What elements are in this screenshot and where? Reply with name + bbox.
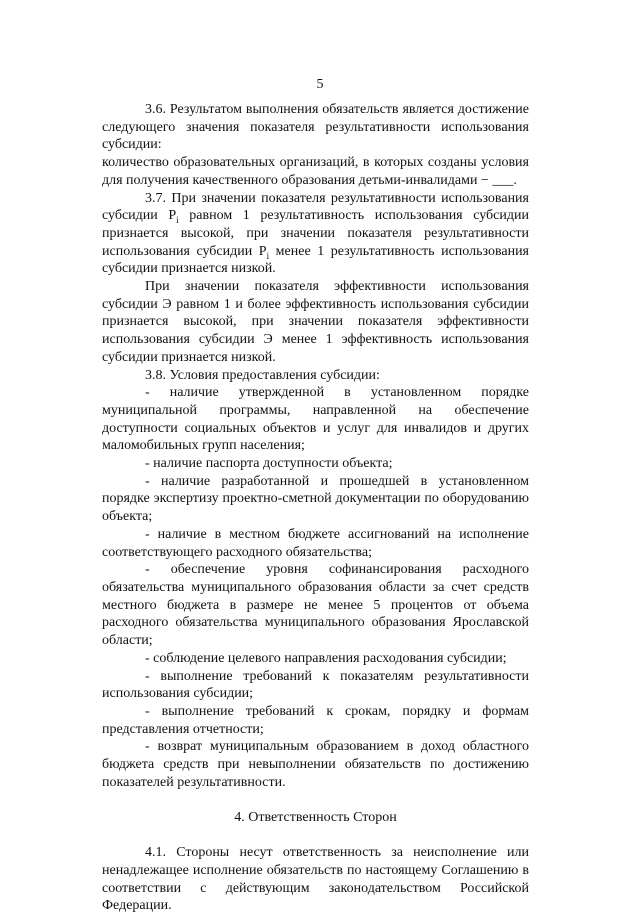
section-4-heading: 4. Ответственность Сторон xyxy=(234,809,397,825)
paragraph-3-6-indicator: количество образовательных организаций, в которых созданы условия для получения качественного образования детьми-инвалидами − ___. xyxy=(102,155,529,188)
condition-program: - наличие утвержденной в установленном порядке муниципальной программы, направленной на обеспечение доступности социальных объектов и услуг для инвалидов и других маломобильных групп населения; xyxy=(102,385,529,454)
condition-refund: - возврат муниципальным образованием в доход областного бюджета средств при невыполнении обязательств по достижению показателей результативности. xyxy=(102,739,529,790)
p37-end: менее 1 результативность использования субсидии признается низкой. xyxy=(102,243,530,277)
paragraph-3-6: 3.6. Результатом выполнения обязательств является достижение следующего значения показателя результативности использования субсидии: xyxy=(102,102,529,153)
condition-target-use: - соблюдение целевого направления расходования субсидии; xyxy=(145,650,507,666)
condition-budget: - наличие в местном бюджете ассигнований на исполнение соответствующего расходного обязательства; xyxy=(102,526,529,560)
paragraph-3-7 xyxy=(102,190,529,279)
condition-documentation: - наличие разработанной и прошедшей в установленном порядке экспертизу проектно-сметной документации по оборудованию объекта; xyxy=(102,473,529,525)
condition-reporting: - выполнение требований к срокам, порядку и формам представления отчетности; xyxy=(102,703,529,737)
page-number: 5 xyxy=(316,77,324,92)
p37-middle: равном 1 результативность использования субсидии признается высокой, при значении показателя результативности использования субсидии P xyxy=(102,208,529,259)
condition-passport: - наличие паспорта доступности объекта; xyxy=(145,456,393,472)
document-body xyxy=(102,101,529,915)
condition-result-indicators: - выполнение требований к показателям результативности использования субсидии; xyxy=(102,668,529,702)
p37-start: 3.7. При значении показателя результативности использования субсидии P xyxy=(102,190,529,224)
condition-cofinancing: - обеспечение уровня софинансирования расходного обязательства муниципального образования области за счет средств местного бюджета в размере не менее 5 процентов от объема расходного обязательства муниципального образования Ярославской области; xyxy=(102,562,529,649)
paragraph-3-8: 3.8. Условия предоставления субсидии: xyxy=(145,367,380,383)
paragraph-4-1: 4.1. Стороны несут ответственность за неисполнение или ненадлежащее исполнение обязательств по настоящему Соглашению в соответствии с действующим законодательством Российской Федерации. xyxy=(102,845,529,914)
p37-subscript-2: i xyxy=(266,250,270,261)
paragraph-efficiency: При значении показателя эффективности использования субсидии Э равном 1 и более эффективность использования субсидии признается высокой, при значении показателя эффективности использования субсидии Э менее 1 эффективность использования субсидии признается низкой. xyxy=(102,279,529,365)
p37-subscript-1: i xyxy=(176,215,179,226)
